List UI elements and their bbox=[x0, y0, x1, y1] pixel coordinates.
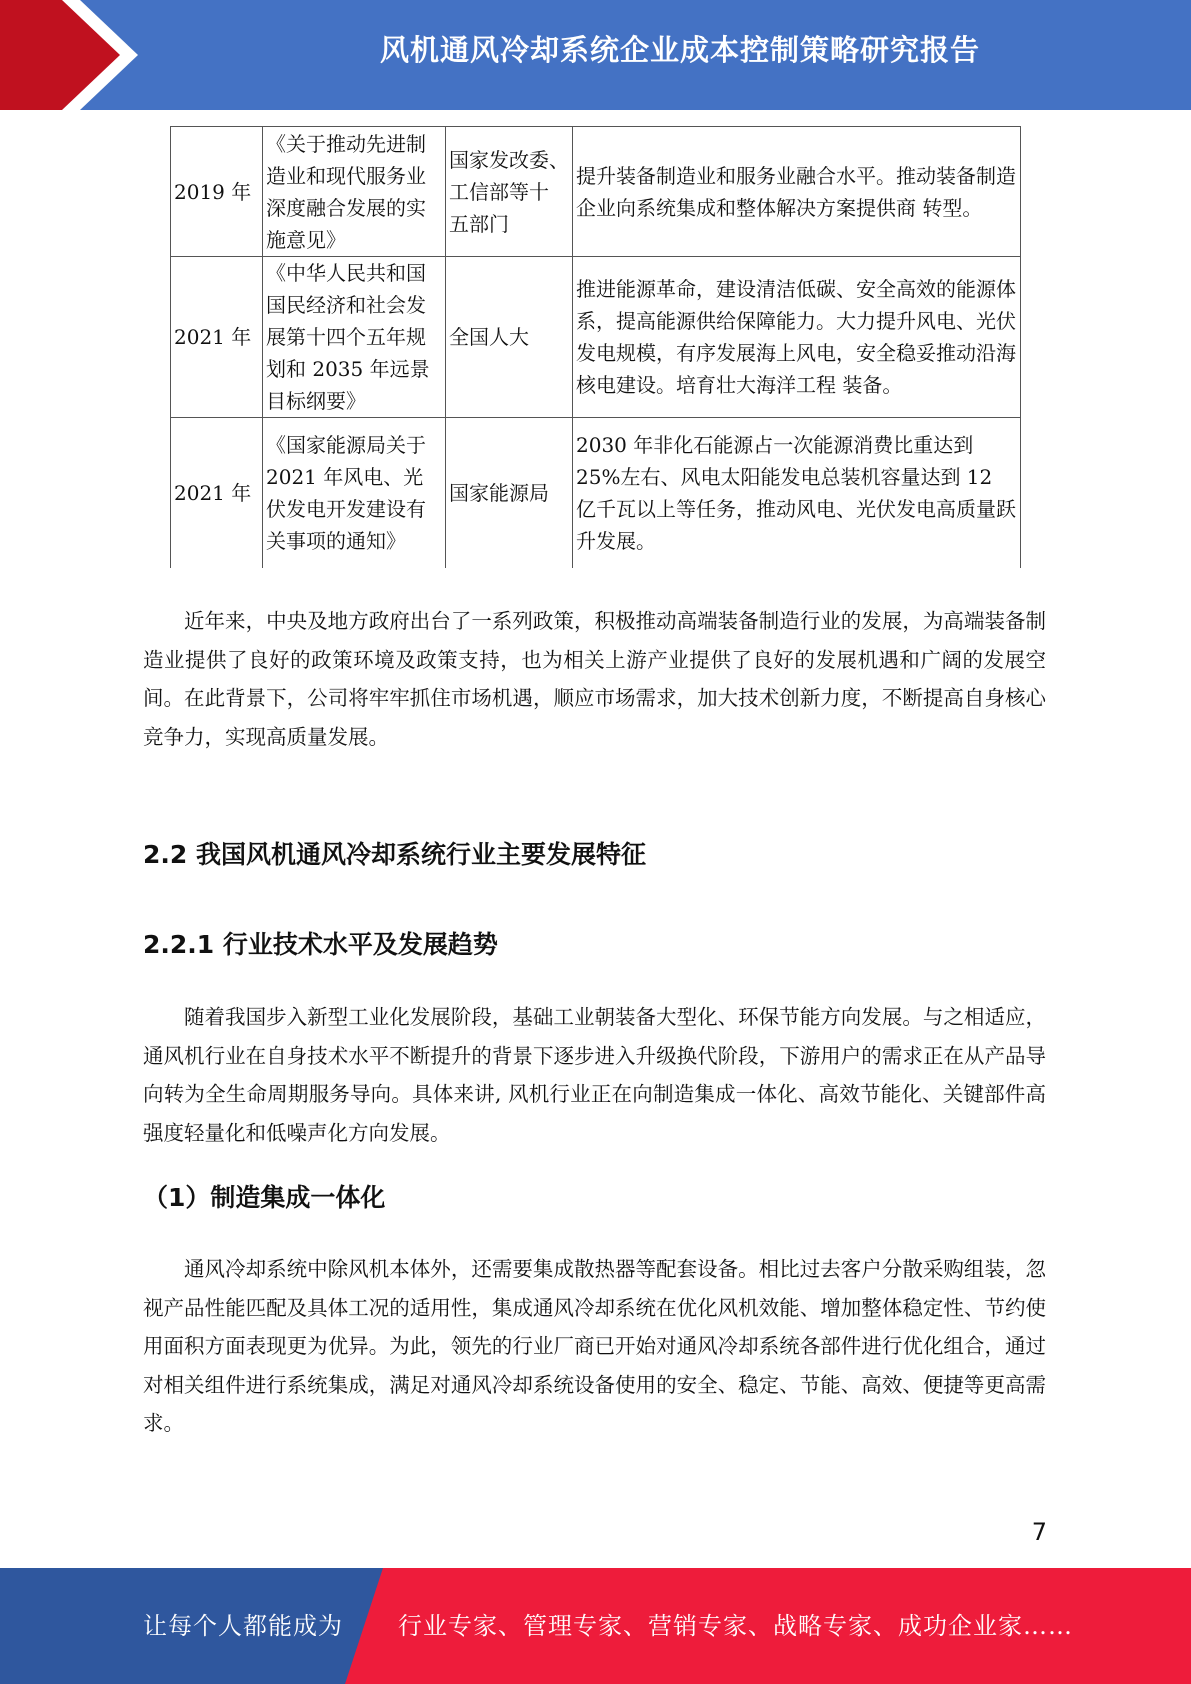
table-row bbox=[171, 257, 1021, 418]
footer-slogan-left: 让每个人都能成为 bbox=[143, 1612, 343, 1640]
table-row bbox=[171, 127, 1021, 257]
report-title: 风机通风冷却系统企业成本控制策略研究报告 bbox=[379, 33, 980, 67]
table-cell-document: 《国家能源局关于 2021 年风电、光伏发电开发建设有关事项的通知》 bbox=[263, 418, 446, 568]
table-cell-description: 推进能源革命，建设清洁低碳、安全高效的能源体系，提高能源供给保障能力。大力提升风电、光伏发电规模，有序发展海上风电，安全稳妥推动沿海核电建设。培育壮大海洋工程 装备。 bbox=[573, 257, 1021, 418]
table-cell-document: 《中华人民共和国国民经济和社会发展第十四个五年规划和 2035 年远景目标纲要》 bbox=[263, 257, 446, 418]
table-cell-department: 国家发改委、 工信部等十 五部门 bbox=[446, 127, 573, 257]
policy-table bbox=[170, 126, 1021, 568]
footer-slogan-right: 行业专家、管理专家、营销专家、战略专家、成功企业家…… bbox=[398, 1612, 1073, 1640]
table-cell-year: 2021 年 bbox=[171, 257, 263, 418]
table-cell-department: 国家能源局 bbox=[446, 418, 573, 568]
table-cell-year: 2021 年 bbox=[171, 418, 263, 568]
subsection-heading-integration: （1）制造集成一体化 bbox=[143, 1183, 386, 1212]
page-footer bbox=[0, 1568, 1191, 1684]
header-arrow-decoration bbox=[0, 0, 160, 110]
section-heading-2-2-1: 2.2.1 行业技术水平及发展趋势 bbox=[143, 930, 498, 959]
paragraph-policy-summary: 近年来，中央及地方政府出台了一系列政策，积极推动高端装备制造行业的发展，为高端装备制造业提供了良好的政策环境及政策支持，也为相关上游产业提供了良好的发展机遇和广阔的发展空间。在此背景下，公司将牢牢抓住市场机遇，顺应市场需求，加大技术创新力度，不断提高自身核心竞争力，实现高质量发展。 bbox=[143, 609, 1046, 749]
table-cell-document: 《关于推动先进制造业和现代服务业深度融合发展的实施意见》 bbox=[263, 127, 446, 257]
paragraph-integration: 通风冷却系统中除风机本体外，还需要集成散热器等配套设备。相比过去客户分散采购组装，忽视产品性能匹配及具体工况的适用性，集成通风冷却系统在优化风机效能、增加整体稳定性、节约使用面积方面表现更为优异。为此，领先的行业厂商已开始对通风冷却系统各部件进行优化组合，通过对相关组件进行系统集成，满足对通风冷却系统设备使用的安全、稳定、节能、高效、便捷等更高需求。 bbox=[143, 1257, 1046, 1436]
table-cell-year: 2019 年 bbox=[171, 127, 263, 257]
page-number: 7 bbox=[1031, 1518, 1047, 1546]
paragraph-industry-trend: 随着我国步入新型工业化发展阶段，基础工业朝装备大型化、环保节能方向发展。与之相适应，通风机行业在自身技术水平不断提升的背景下逐步进入升级换代阶段，下游用户的需求正在从产品导向转为全生命周期服务导向。具体来讲, 风机行业正在向制造集成一体化、高效节能化、关键部件高强度轻量化和低噪声化方向发展。 bbox=[143, 1005, 1046, 1145]
table-cell-department: 全国人大 bbox=[446, 257, 573, 418]
section-heading-2-2: 2.2 我国风机通风冷却系统行业主要发展特征 bbox=[143, 840, 646, 869]
table-cell-description: 提升装备制造业和服务业融合水平。推动装备制造企业向系统集成和整体解决方案提供商 转型。 bbox=[573, 127, 1021, 257]
page-header bbox=[0, 0, 1191, 110]
table-row bbox=[171, 418, 1021, 568]
table-cell-description: 2030 年非化石能源占一次能源消费比重达到 25%左右、风电太阳能发电总装机容量达到 12 亿千瓦以上等任务，推动风电、光伏发电高质量跃升发展。 bbox=[573, 418, 1021, 568]
